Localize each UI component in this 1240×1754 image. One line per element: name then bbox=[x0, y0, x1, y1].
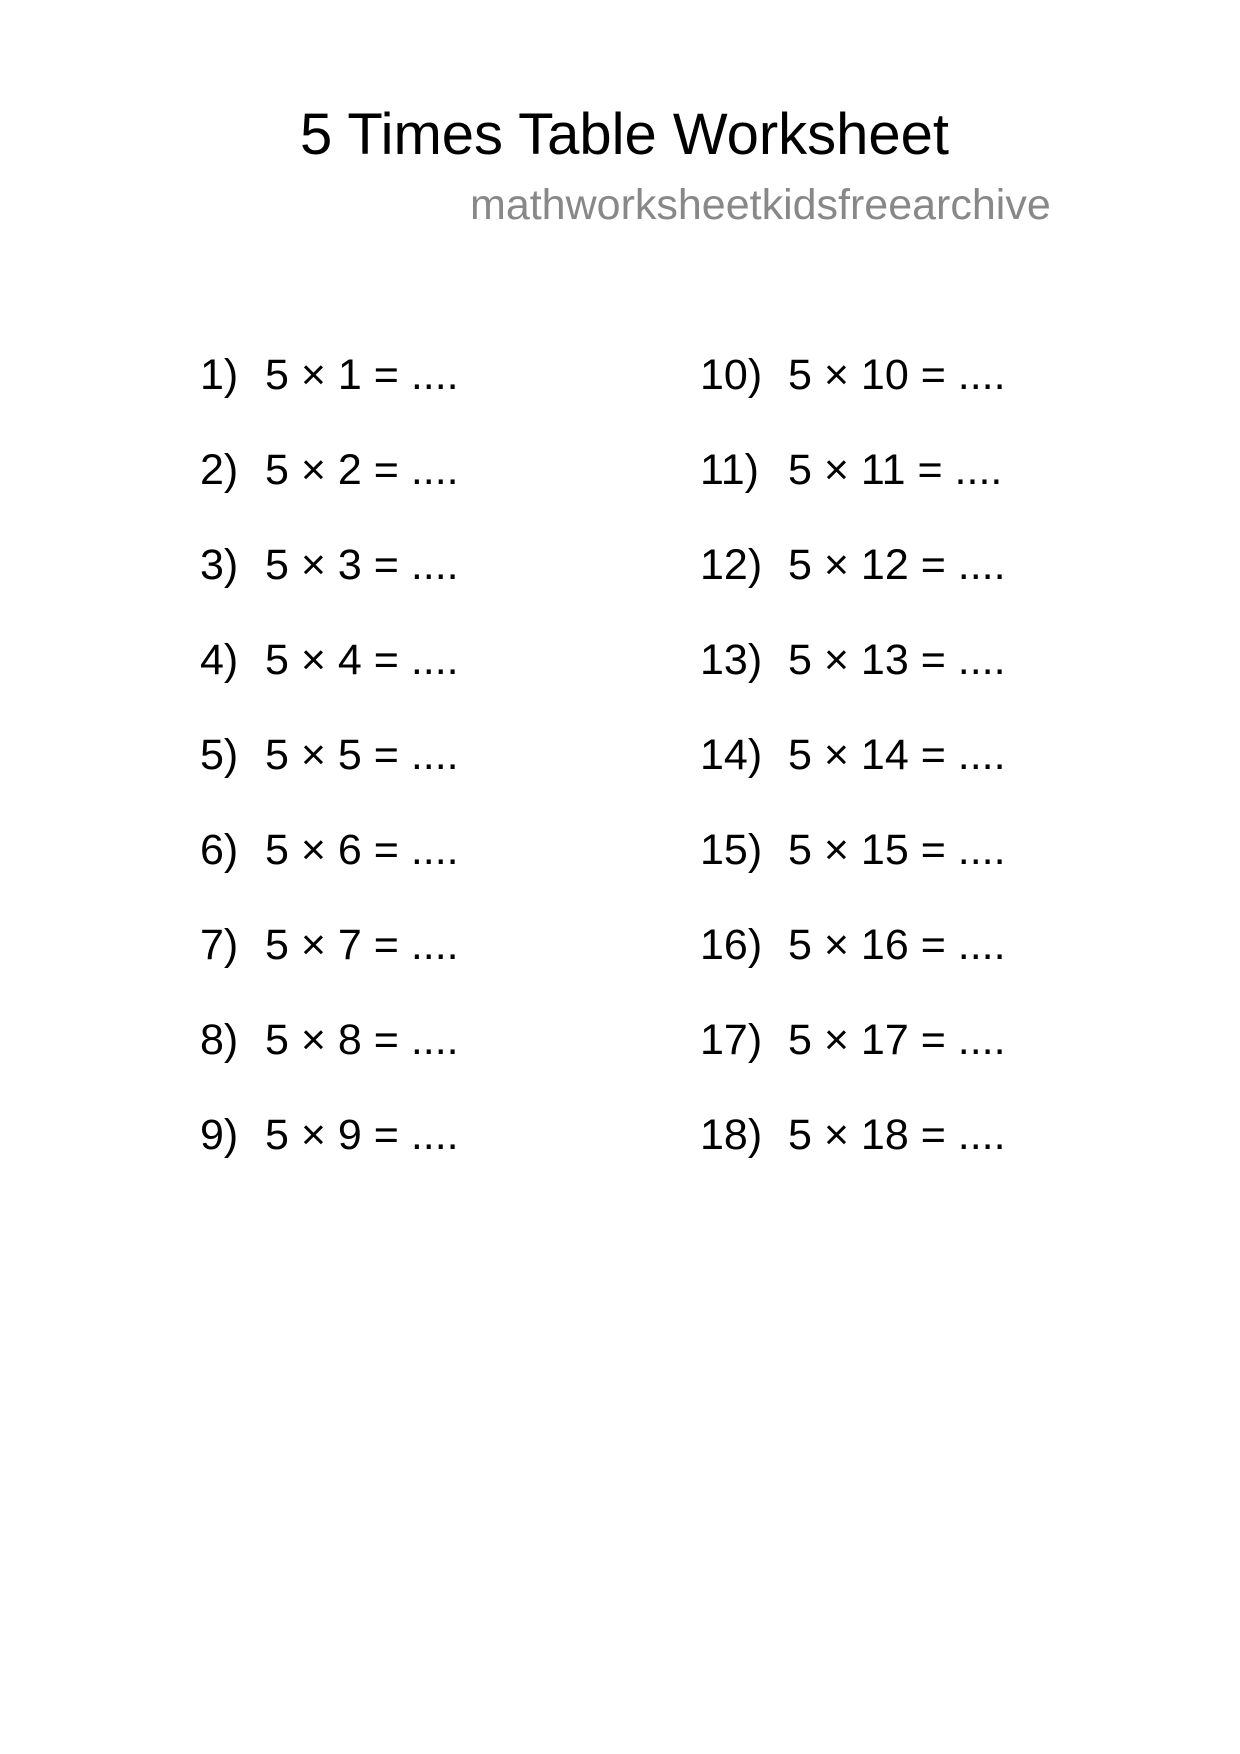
problem-expression: 5 × 1 = .... bbox=[265, 351, 459, 399]
problem-expression: 5 × 13 = .... bbox=[788, 636, 1006, 684]
problem-number: 2) bbox=[200, 446, 239, 494]
problem-expression: 5 × 3 = .... bbox=[265, 541, 459, 589]
problem-expression: 5 × 10 = .... bbox=[788, 351, 1006, 399]
problem-item bbox=[700, 343, 1006, 438]
problem-item bbox=[200, 533, 459, 628]
problem-number: 15) bbox=[700, 826, 763, 874]
problem-number: 6) bbox=[200, 826, 239, 874]
problem-item bbox=[700, 628, 1006, 723]
problem-expression: 5 × 4 = .... bbox=[265, 636, 459, 684]
problem-number: 18) bbox=[700, 1111, 763, 1159]
problem-expression: 5 × 12 = .... bbox=[788, 541, 1006, 589]
problem-number: 4) bbox=[200, 636, 239, 684]
problem-number: 13) bbox=[700, 636, 763, 684]
problem-number: 5) bbox=[200, 731, 239, 779]
problem-number: 17) bbox=[700, 1016, 763, 1064]
problem-expression: 5 × 15 = .... bbox=[788, 826, 1006, 874]
page-title: 5 Times Table Worksheet bbox=[300, 102, 950, 167]
problem-number: 3) bbox=[200, 541, 239, 589]
problem-item bbox=[700, 913, 1006, 1008]
problem-item bbox=[200, 628, 459, 723]
problem-expression: 5 × 8 = .... bbox=[265, 1016, 459, 1064]
problem-number: 16) bbox=[700, 921, 763, 969]
problem-column-right bbox=[700, 343, 1006, 1198]
problem-item bbox=[200, 343, 459, 438]
problem-item bbox=[200, 1103, 459, 1198]
problem-expression: 5 × 17 = .... bbox=[788, 1016, 1006, 1064]
problem-item bbox=[200, 438, 459, 533]
problem-number: 1) bbox=[200, 351, 239, 399]
problem-number: 12) bbox=[700, 541, 763, 589]
problem-expression: 5 × 18 = .... bbox=[788, 1111, 1006, 1159]
problem-number: 14) bbox=[700, 731, 763, 779]
problem-item bbox=[200, 913, 459, 1008]
problem-number: 8) bbox=[200, 1016, 239, 1064]
problem-item bbox=[700, 438, 1006, 533]
problem-number: 10) bbox=[700, 351, 763, 399]
problem-expression: 5 × 7 = .... bbox=[265, 921, 459, 969]
problem-expression: 5 × 11 = .... bbox=[788, 446, 1003, 494]
problem-item bbox=[700, 533, 1006, 628]
problem-item bbox=[200, 818, 459, 913]
problem-item bbox=[200, 1008, 459, 1103]
problem-item bbox=[700, 818, 1006, 913]
problem-item bbox=[200, 723, 459, 818]
site-name: mathworksheetkidsfreearchive bbox=[470, 181, 1051, 229]
problem-expression: 5 × 5 = .... bbox=[265, 731, 459, 779]
problem-item bbox=[700, 723, 1006, 818]
problem-expression: 5 × 14 = .... bbox=[788, 731, 1006, 779]
problem-number: 9) bbox=[200, 1111, 239, 1159]
problem-item bbox=[700, 1008, 1006, 1103]
problem-number: 7) bbox=[200, 921, 239, 969]
problem-expression: 5 × 9 = .... bbox=[265, 1111, 459, 1159]
problem-number: 11) bbox=[700, 446, 759, 494]
problem-column-left bbox=[200, 343, 459, 1198]
problem-expression: 5 × 16 = .... bbox=[788, 921, 1006, 969]
problem-expression: 5 × 2 = .... bbox=[265, 446, 459, 494]
problem-expression: 5 × 6 = .... bbox=[265, 826, 459, 874]
problem-item bbox=[700, 1103, 1006, 1198]
